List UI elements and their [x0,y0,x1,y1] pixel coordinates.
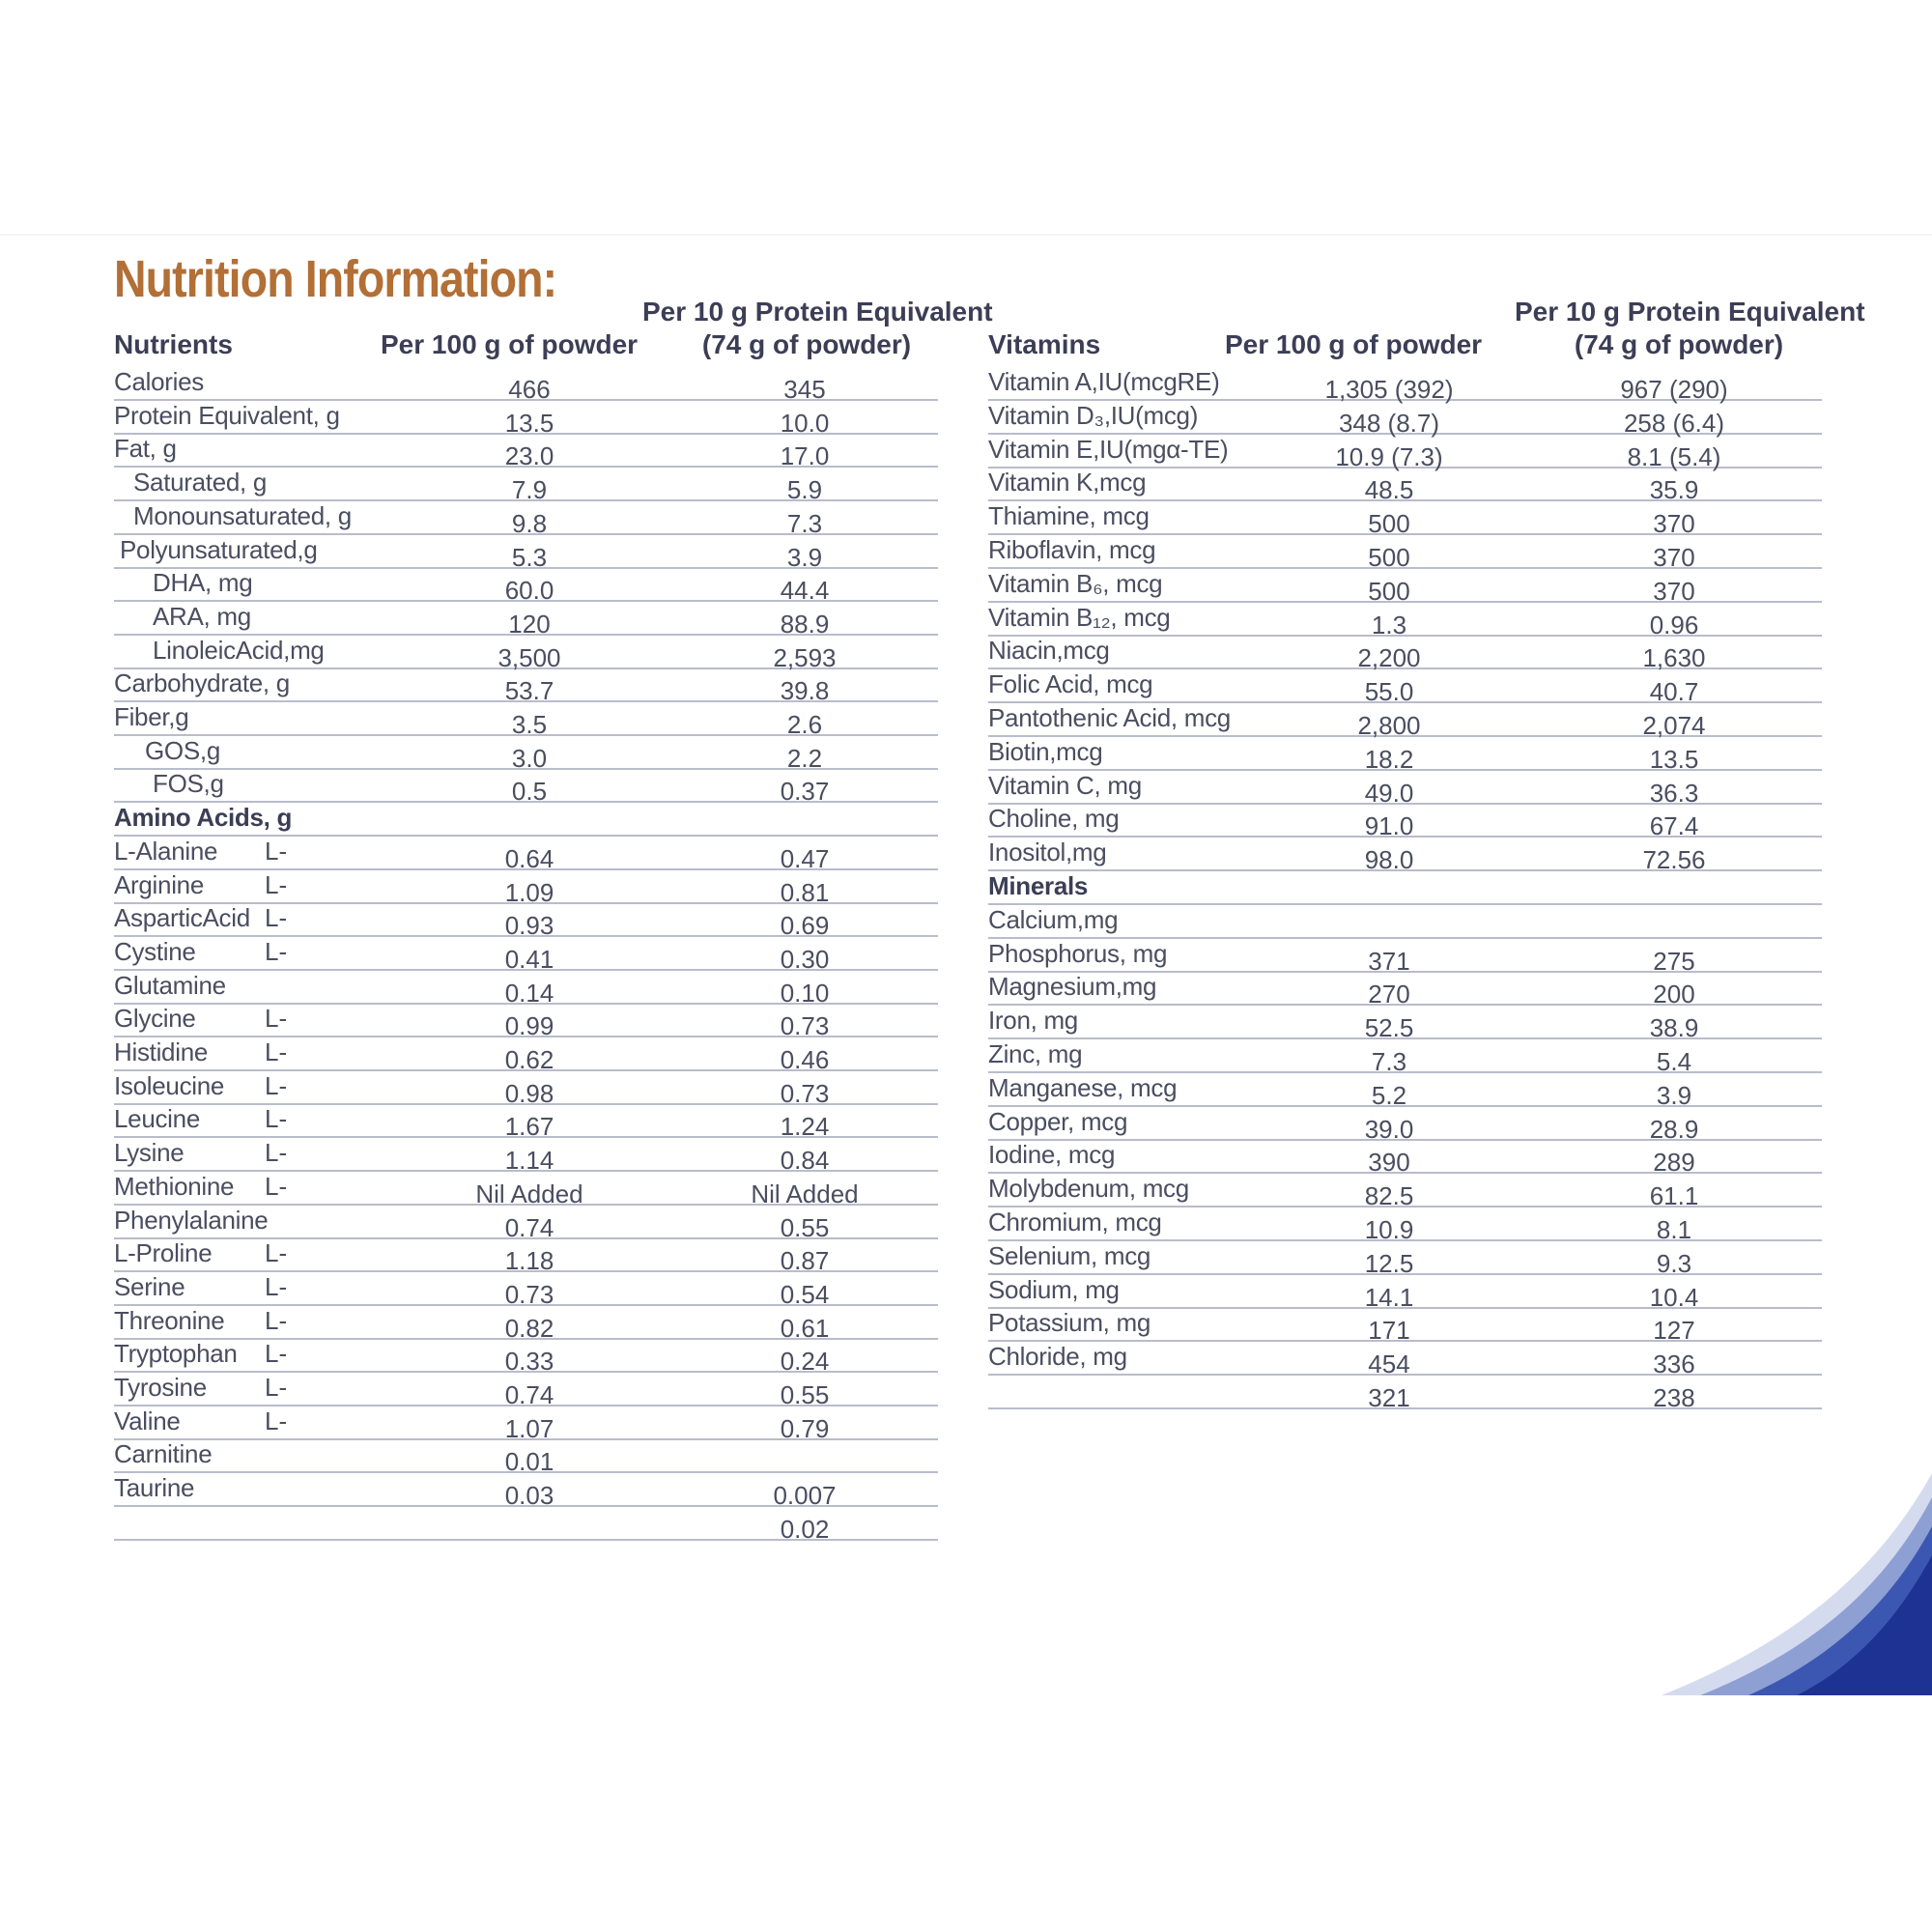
vitamin-row [988,668,1822,707]
nutrient-row [114,600,938,639]
nutrient-row [114,835,938,873]
per10-value: 5.9 [786,475,823,505]
per10-value: 967 (290) [1620,375,1728,404]
nutrient-row [114,801,938,837]
nutrient-row [114,1170,938,1206]
nutrient-label: FOS,g [153,769,224,799]
per100-value: 0.82 [504,1313,554,1343]
per100-value: 18.2 [1364,744,1414,774]
nutrient-row [114,1371,938,1409]
decorative-swoosh [1642,1473,1932,1695]
per100-value: 12.5 [1364,1248,1414,1278]
nutrient-label: Arginine [114,869,204,899]
vitamin-row [988,533,1822,572]
nutrient-label: Cystine [114,936,196,966]
vitamin-row [988,466,1822,505]
amino-prefix: L- [265,836,288,866]
per100-value: 454 [1368,1350,1410,1379]
nutrient-label: Lysine [114,1138,185,1168]
per100-value: 3.5 [511,710,548,739]
nutrient-row [114,1437,938,1477]
header-nutrients: Nutrients [114,329,233,359]
vitamin-row [988,567,1822,606]
vitamin-label: Molybdenum, mcg [988,1174,1189,1204]
per10-value: 10.0 [780,408,830,438]
per10-value: 0.84 [780,1146,830,1176]
per100-value: 91.0 [1364,811,1414,841]
per100-value: 348 (8.7) [1338,408,1440,438]
vitamin-row [988,1004,1822,1043]
amino-prefix: L- [265,1271,288,1301]
nutrient-label: GOS,g [145,735,220,765]
nutrient-label: Phenylalanine [114,1205,269,1235]
per10-value: 0.96 [1649,610,1699,639]
per10-value: 10.4 [1649,1282,1699,1312]
per100-value: 0.5 [511,777,548,807]
vitamin-row [988,1306,1822,1346]
per100-value: 1.14 [504,1146,554,1176]
nutrient-row [114,700,938,739]
vitamin-row [988,836,1822,875]
vitamin-row [988,937,1822,976]
per100-value: 390 [1368,1148,1410,1178]
vitamin-label: Zinc, mg [988,1039,1083,1068]
vitamin-row [988,903,1822,939]
vitamin-row [988,1138,1822,1178]
per100-value: 466 [508,375,551,404]
vitamin-row [988,601,1822,637]
nutrient-row [114,432,938,471]
nutrient-row [114,767,938,807]
amino-prefix: L- [265,1138,288,1168]
per10-value: 67.4 [1649,811,1699,841]
per10-value: 258 (6.4) [1623,408,1725,438]
per100-value: 5.2 [1371,1080,1407,1110]
nutrient-label: ARA, mg [153,601,251,631]
vitamin-row [988,769,1822,808]
vitamin-label: Selenium, mcg [988,1240,1151,1270]
vitamin-row [988,1239,1822,1278]
nutrient-row [114,868,938,907]
per100-value: 270 [1368,980,1410,1009]
per10-value: 0.007 [773,1481,837,1511]
per10-value: 13.5 [1649,744,1699,774]
per10-value: 0.55 [780,1380,830,1409]
vitamin-label: Copper, mcg [988,1106,1128,1136]
header-per10-left-line1: Per 10 g Protein Equivalent [642,297,993,327]
per100-value: 0.03 [504,1481,554,1511]
header-per10-left-line2: (74 g of powder) [701,329,912,359]
per100-value: 1.09 [504,877,554,907]
top-blank-band [0,0,1932,236]
per10-value: 0.73 [780,1078,830,1108]
nutrient-label: Methionine [114,1171,235,1201]
per10-value: 336 [1653,1350,1695,1379]
nutrient-label: Glycine [114,1004,196,1034]
amino-prefix: L- [265,1171,288,1201]
per100-value: 120 [508,609,551,639]
per100-value: 48.5 [1364,475,1414,505]
nutrient-label: Valine [114,1406,181,1435]
per100-value: 0.41 [504,944,554,974]
per10-value: 0.55 [780,1212,830,1242]
per100-value: 500 [1368,509,1410,539]
vitamin-row [988,433,1822,469]
nutrient-row [114,1304,938,1343]
vitamin-label: Niacin,mcg [988,636,1110,666]
per10-value: 0.81 [780,877,830,907]
per100-value: 60.0 [504,576,554,606]
vitamin-row [988,1071,1822,1110]
nutrient-label: DHA, mg [153,568,253,598]
nutrient-label: Saturated, g [133,468,268,497]
per100-value: 52.5 [1364,1013,1414,1043]
per10-value: 0.61 [780,1313,830,1343]
header-vitamins: Vitamins [988,329,1101,359]
vitamin-row [988,1206,1822,1244]
vitamin-label: Vitamin B₆, mcg [988,568,1163,598]
vitamin-row [988,1374,1822,1412]
per100-value: Nil Added [475,1179,583,1208]
per100-value: 49.0 [1364,778,1414,808]
per100-value: 55.0 [1364,677,1414,707]
vitamin-label: Vitamin B₁₂, mcg [988,602,1171,632]
per100-value: 2,200 [1357,643,1421,673]
per10-value: 370 [1653,543,1695,572]
per10-value: 0.54 [780,1279,830,1309]
per10-value: 2,593 [773,642,837,672]
per10-value: Nil Added [751,1179,859,1208]
nutrient-label: Threonine [114,1305,225,1335]
per100-value: 321 [1368,1383,1410,1412]
per10-value: 8.1 [1656,1215,1692,1244]
per10-value: 0.87 [780,1246,830,1276]
per100-value: 1.67 [504,1112,554,1142]
per10-value: 7.3 [786,508,823,538]
vitamin-label: Chloride, mg [988,1342,1127,1372]
per10-value: 2.2 [786,743,823,773]
per100-value: 1,305 (392) [1324,375,1454,404]
per10-value: 0.79 [780,1413,830,1443]
nutrient-row [114,634,938,672]
per10-value: 1,630 [1642,643,1706,673]
per10-value: 0.10 [780,978,830,1008]
vitamin-row [988,365,1822,404]
nutrient-label: AsparticAcid [114,903,250,933]
per100-value: 1.18 [504,1246,554,1276]
per10-value: 0.47 [780,843,830,873]
per100-value: 0.01 [504,1447,554,1477]
vitamin-row [988,970,1822,1009]
per10-value: 38.9 [1649,1013,1699,1043]
amino-prefix: L- [265,1305,288,1335]
per100-value: 1.3 [1371,610,1407,639]
per100-value: 0.33 [504,1347,554,1377]
vitamin-label: Vitamin K,mcg [988,468,1147,497]
per100-value: 0.74 [504,1380,554,1409]
per10-value: 8.1 (5.4) [1627,441,1721,471]
nutrient-label: Carnitine [114,1439,213,1469]
nutrient-label: Monounsaturated, g [133,500,352,530]
amino-prefix: L- [265,869,288,899]
nutrient-row [114,734,938,773]
nutrient-row [114,1036,938,1074]
vitamin-row [988,634,1822,673]
per100-value: 5.3 [511,542,548,572]
vitamin-row [988,1273,1822,1312]
nutrient-label: Tyrosine [114,1373,207,1402]
nutrient-row [114,667,938,706]
vitamin-label: Pantothenic Acid, mcg [988,703,1231,732]
vitamin-label: Chromium, mcg [988,1208,1162,1236]
per10-value: 3.9 [786,542,823,572]
per100-value: 500 [1368,543,1410,572]
nutrient-label: Calories [114,367,204,396]
vitamin-label: Phosphorus, mg [988,938,1168,968]
nutrient-label: Fat, g [114,434,177,464]
nutrient-row [114,1471,938,1511]
nutrient-row [114,566,938,606]
per100-value: 1.07 [504,1413,554,1443]
per10-value: 0.02 [780,1514,830,1544]
per100-value: 3,500 [497,642,561,672]
vitamin-label: Thiamine, mcg [988,501,1150,531]
amino-prefix: L- [265,1406,288,1435]
per100-value: 7.9 [511,475,548,505]
nutrient-row [114,1002,938,1041]
vitamin-row [988,701,1822,740]
per10-value: 238 [1653,1383,1695,1412]
per10-value: 17.0 [780,441,830,471]
header-per10-right [1515,296,1865,361]
nutrient-label: Protein Equivalent, g [114,400,340,430]
per100-value: 2,800 [1357,711,1421,740]
vitamin-row [988,735,1822,774]
header-per10-right-line1: Per 10 g Protein Equivalent [1515,297,1865,327]
per100-value: 7.3 [1371,1047,1407,1076]
per100-value: 0.74 [504,1212,554,1242]
vitamin-label: Manganese, mcg [988,1072,1178,1102]
vitamin-label: Iron, mg [988,1006,1078,1036]
nutrient-row [114,499,938,538]
nutrient-row [114,969,938,1008]
amino-prefix: L- [265,1070,288,1100]
per100-value: 171 [1368,1316,1410,1346]
per100-value: 0.64 [504,843,554,873]
per10-value: 275 [1653,946,1695,976]
vitamin-label: Sodium, mg [988,1274,1120,1304]
per100-value: 371 [1368,946,1410,976]
per100-value: 3.0 [511,743,548,773]
nutrient-row [114,365,938,404]
vitamin-label: Vitamin C, mg [988,770,1142,800]
page-title: Nutrition Information: [114,250,557,308]
header-per100-right: Per 100 g of powder [1225,329,1483,359]
amino-prefix: L- [265,1238,288,1268]
nutrient-row [114,1236,938,1276]
per100-value: 10.9 (7.3) [1335,441,1443,471]
amino-prefix: L- [265,1037,288,1066]
per10-value: 289 [1653,1148,1695,1178]
nutrient-label: Polyunsaturated,g [120,534,318,564]
nutrient-row [114,1102,938,1142]
nutrient-row [114,935,938,974]
per10-value: 72.56 [1642,845,1706,875]
per100-value: 13.5 [504,408,554,438]
amino-prefix: L- [265,1339,288,1369]
per10-value: 0.69 [780,911,830,941]
per10-value: 61.1 [1649,1181,1699,1211]
nutrient-label: Tryptophan [114,1339,238,1369]
per10-value: 370 [1653,509,1695,539]
vitamin-label: Vitamin E,IU(mgα-TE) [988,434,1229,464]
amino-prefix: L- [265,1104,288,1134]
per10-value: 36.3 [1649,778,1699,808]
vitamin-label: Calcium,mg [988,904,1119,934]
nutrient-row [114,1136,938,1176]
nutrient-label: Glutamine [114,970,226,1000]
vitamin-label: Biotin,mcg [988,736,1103,766]
vitamin-label: Inositol,mg [988,838,1107,867]
nutrient-label: Fiber,g [114,702,189,731]
per100-value: 14.1 [1364,1282,1414,1312]
nutrient-label: Serine [114,1271,185,1301]
vitamin-label: Vitamin D₃,IU(mcg) [988,400,1199,430]
nutrient-row [114,466,938,505]
per10-value: 0.30 [780,944,830,974]
vitamin-label: Vitamin A,IU(mcgRE) [988,367,1220,396]
nutrient-row [114,1337,938,1377]
nutrient-row [114,901,938,941]
per100-value: 82.5 [1364,1181,1414,1211]
per10-value: 39.8 [780,676,830,706]
per100-value: 53.7 [504,676,554,706]
per10-value: 345 [783,375,826,404]
header-per100-left: Per 100 g of powder [381,329,639,359]
per10-value: 127 [1653,1316,1695,1346]
vitamin-label: Folic Acid, mcg [988,669,1153,699]
nutrient-label: Taurine [114,1473,195,1503]
per10-value: 1.24 [780,1112,830,1142]
vitamin-label: Potassium, mg [988,1308,1151,1338]
per100-value: 0.98 [504,1078,554,1108]
per10-value: 0.46 [780,1045,830,1074]
per10-value: 3.9 [1656,1080,1692,1110]
per100-value: 500 [1368,576,1410,606]
per100-value: 0.73 [504,1279,554,1309]
vitamin-label: Iodine, mcg [988,1140,1116,1170]
per10-value: 370 [1653,576,1695,606]
per10-value: 9.3 [1656,1248,1692,1278]
vitamin-row [988,802,1822,841]
nutrient-label: Leucine [114,1104,200,1134]
per10-value: 2,074 [1642,711,1706,740]
per10-value: 88.9 [780,609,830,639]
per10-value: 200 [1653,980,1695,1009]
per100-value: 9.8 [511,508,548,538]
per100-value: 0.93 [504,911,554,941]
nutrient-row [114,1505,938,1544]
vitamin-label: Magnesium,mg [988,972,1157,1002]
per100-value: 39.0 [1364,1114,1414,1144]
header-per10-right-line2: (74 g of powder) [1574,329,1784,359]
per100-value: 0.62 [504,1045,554,1074]
nutrient-row [114,1405,938,1443]
per10-value: 35.9 [1649,475,1699,505]
nutrient-label: Isoleucine [114,1070,225,1100]
nutrient-label: Histidine [114,1037,209,1066]
vitamin-label: Minerals [988,871,1089,900]
per100-value: 0.99 [504,1011,554,1041]
per100-value: 10.9 [1364,1215,1414,1244]
per10-value: 0.24 [780,1347,830,1377]
amino-prefix: L- [265,1373,288,1402]
vitamin-row [988,1105,1822,1144]
nutrient-label: LinoleicAcid,mg [153,635,325,665]
nutrient-label: L-Proline [114,1238,213,1268]
amino-prefix: L- [265,936,288,966]
nutrient-row [114,1069,938,1108]
per10-value: 2.6 [786,710,823,739]
per10-value: 0.73 [780,1011,830,1041]
vitamin-row [988,1340,1822,1379]
nutrient-row [114,1270,938,1309]
vitamin-label: Riboflavin, mcg [988,535,1156,564]
vitamin-row [988,399,1822,438]
per10-value: 40.7 [1649,677,1699,707]
per10-value: 0.37 [780,777,830,807]
per100-value: 23.0 [504,441,554,471]
vitamin-label: Choline, mg [988,804,1120,834]
per10-value: 44.4 [780,576,830,606]
nutrient-label: Amino Acids, g [114,803,293,833]
vitamin-row [988,1037,1822,1076]
nutrient-row [114,399,938,438]
amino-prefix: L- [265,903,288,933]
nutrient-label: Carbohydrate, g [114,668,290,698]
nutrient-row [114,533,938,572]
header-per10-left [642,296,993,361]
per10-value: 28.9 [1649,1114,1699,1144]
per10-value: 5.4 [1656,1047,1692,1076]
vitamin-row [988,1172,1822,1211]
vitamin-row [988,499,1822,539]
vitamin-row [988,869,1822,905]
per100-value: 98.0 [1364,845,1414,875]
per100-value: 0.14 [504,978,554,1008]
amino-prefix: L- [265,1004,288,1034]
nutrient-row [114,1204,938,1242]
nutrient-label: L-Alanine [114,836,218,866]
